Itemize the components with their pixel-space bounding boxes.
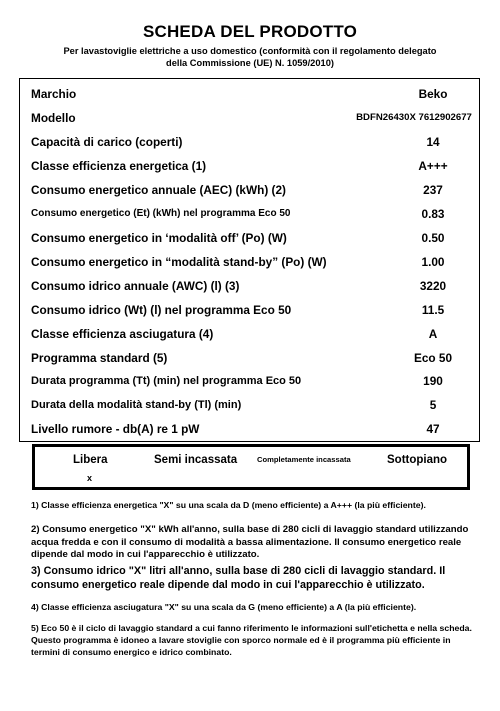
spec-label: Consumo idrico (Wt) (l) nel programma Eco 50 — [31, 303, 292, 317]
spec-value: 14 — [426, 135, 440, 149]
spec-label: Durata programma (Tt) (min) nel programma Eco 50 — [31, 375, 302, 387]
spec-value: 3220 — [419, 279, 447, 293]
spec-value: A+++ — [418, 159, 448, 173]
spec-value: Eco 50 — [413, 351, 453, 365]
spec-value: 5 — [429, 398, 437, 412]
spec-value: Beko — [418, 87, 448, 101]
page-title: SCHEDA DEL PRODOTTO — [142, 22, 358, 41]
spec-value: 0.83 — [421, 207, 445, 221]
installation-option-undercounter: Sottopiano — [387, 454, 448, 466]
spec-label: Marchio — [31, 87, 77, 101]
installation-selected-mark: x — [87, 473, 93, 483]
footnote-2: 2) Consumo energetico "X" kWh all'anno, sulla base di 280 cicli di lavaggio standard utilizzando acqua fredda e con il consumo di modalità a bassa alimentazione. Il consumo energetico reale dipende dal modo in cui l'apparecchio è utilizzato. — [31, 524, 469, 560]
page-subtitle: Per lavastoviglie elettriche a uso domestico (conformità con il regolamento delegato della Commissione (UE) N. 1059/2010) — [63, 46, 437, 68]
spec-label: Consumo energetico in “modalità stand-by” (Po) (W) — [31, 255, 327, 269]
installation-option-semi-integrated: Semi incassata — [154, 454, 238, 466]
spec-value: 1.00 — [421, 255, 445, 269]
spec-label: Consumo energetico (Et) (kWh) nel programma Eco 50 — [31, 208, 291, 219]
spec-value: BDFN26430X 7612902677 — [356, 112, 472, 123]
spec-label: Classe efficienza asciugatura (4) — [31, 327, 214, 341]
installation-box — [32, 444, 470, 490]
spec-value: A — [428, 327, 438, 341]
spec-label: Consumo idrico annuale (AWC) (l) (3) — [31, 279, 240, 293]
spec-label: Modello — [31, 111, 76, 125]
spec-value: 47 — [426, 422, 440, 436]
spec-label: Capacità di carico (coperti) — [31, 135, 183, 149]
footnote-3: 3) Consumo idrico "X" litri all'anno, sulla base di 280 cicli di lavaggio standard. Il consumo energetico reale dipende dal modo in cui l'apparecchio è utilizzato. — [31, 565, 446, 591]
spec-value: 0.50 — [421, 231, 445, 245]
footnote-5: 5) Eco 50 è il ciclo di lavaggio standard a cui fanno riferimento le informazioni sull'etichetta e nella scheda. Questo programma è idoneo a lavare stoviglie con sporco normale ed è il programma più efficiente in termini di consumo energico e idrico combinato. — [31, 623, 472, 657]
footnote-4: 4) Classe efficienza asciugatura "X" su una scala da G (meno efficiente) a A (la più efficiente). — [31, 602, 417, 612]
spec-label: Consumo energetico in ‘modalità off’ (Po) (W) — [31, 231, 287, 245]
installation-option-fully-integrated: Completamente incassata — [257, 455, 351, 464]
spec-value: 190 — [423, 374, 443, 388]
spec-label: Programma standard (5) — [31, 351, 168, 365]
installation-option-freestanding: Libera — [73, 454, 108, 466]
footnote-1: 1) Classe efficienza energetica "X" su una scala da D (meno efficiente) a A+++ (la più efficiente). — [31, 500, 426, 510]
spec-value: 11.5 — [421, 303, 445, 317]
spec-label: Durata della modalità stand-by (Tl) (min) — [31, 399, 242, 411]
spec-label: Consumo energetico annuale (AEC) (kWh) (2) — [31, 183, 286, 197]
spec-label: Classe efficienza energetica (1) — [31, 159, 207, 173]
spec-label: Livello rumore - db(A) re 1 pW — [31, 422, 200, 436]
spec-value: 237 — [423, 183, 443, 197]
